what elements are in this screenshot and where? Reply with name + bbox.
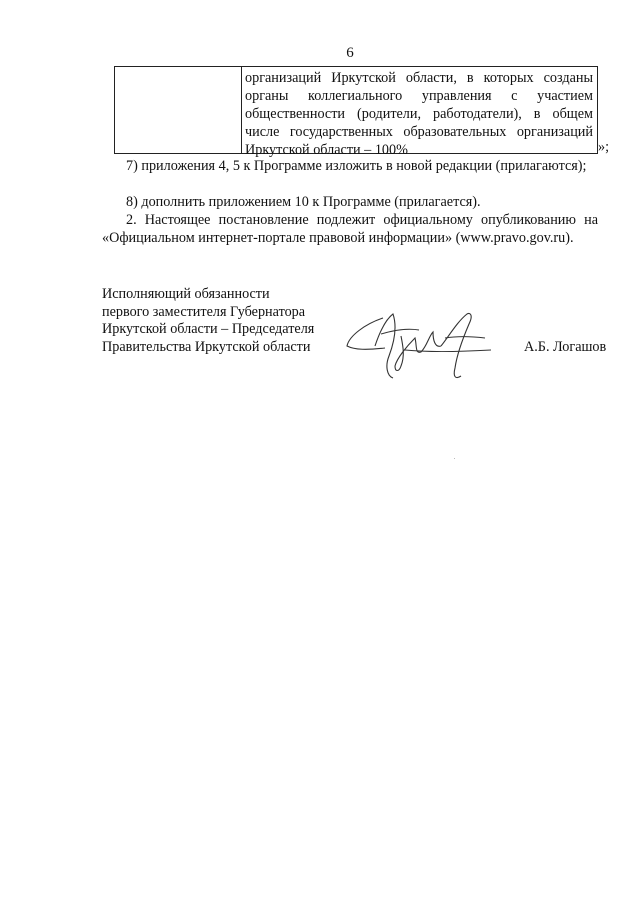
signer-position [102,286,342,356]
paragraph-item-8: 8) дополнить приложением 10 к Программе (прилагается). [126,194,481,210]
signer-position-line-3: Иркутской области – Председателя [102,321,315,337]
signer-position-line-4: Правительства Иркутской области [102,338,311,355]
continuation-table [114,66,598,158]
handwritten-signature [345,306,495,386]
paragraph-item-2: 2. Настоящее постановление подлежит официальному опубликованию на «Официальном интернет-портале правовой информации» (www.pravo.gov.ru). [102,212,598,246]
scan-speck [454,458,455,459]
signer-name: А.Б. Логашов [524,339,607,355]
table-cell-indicator-text: организаций Иркутской области, в которых созданы органы коллегиального управления с участием общественности (родители, работодатели), в общем числе государственных образовательных организаций Иркутской области – 100% [245,70,593,158]
table-column-divider [241,67,242,153]
paragraph-item-7: 7) приложения 4, 5 к Программе изложить в новой редакции (прилагаются); [126,158,587,174]
page-number: 6 [346,45,354,61]
signer-position-line-2: первого заместителя Губернатора [102,303,306,320]
signer-position-line-1: Исполняющий обязанности [102,286,270,302]
table-closing-quote: »; [598,139,610,155]
